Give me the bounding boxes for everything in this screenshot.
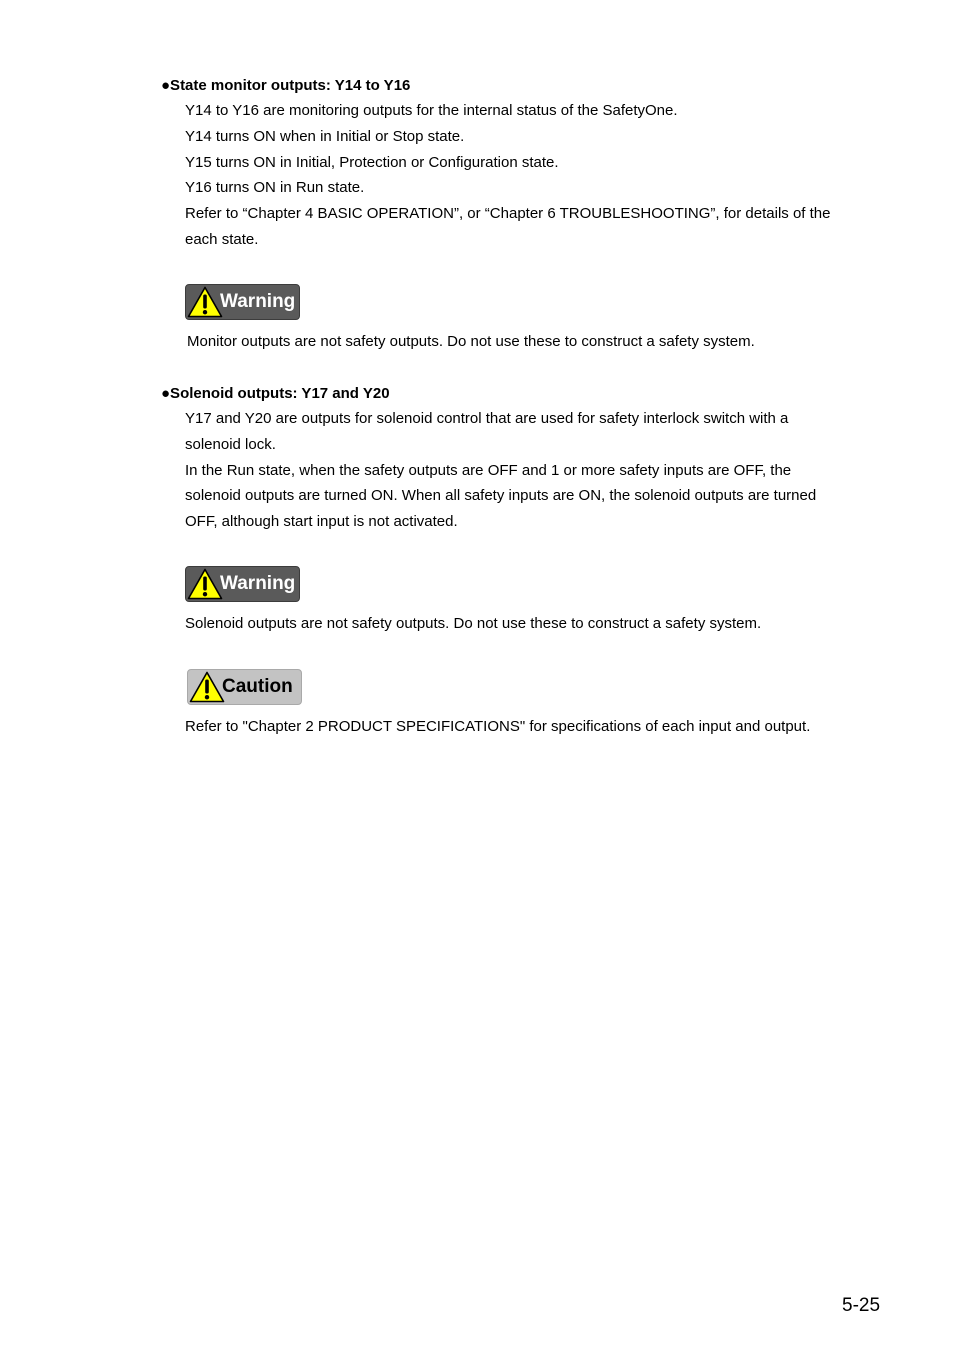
warning-badge-label: Warning — [220, 573, 296, 594]
warning-triangle-icon — [187, 568, 223, 600]
section-heading-state-monitor: ●State monitor outputs: Y14 to Y16 — [161, 77, 411, 94]
paragraph-line: Refer to “Chapter 4 BASIC OPERATION”, or “Chapter 6 TROUBLESHOOTING”, for details of the — [185, 205, 831, 223]
paragraph-line: solenoid lock. — [185, 435, 276, 453]
paragraph-line: Y14 to Y16 are monitoring outputs for the internal status of the SafetyOne. — [185, 102, 678, 119]
paragraph-line: each state. — [185, 230, 259, 248]
paragraph-line: solenoid outputs are turned ON. When all safety inputs are ON, the solenoid outputs are turned — [185, 487, 817, 505]
paragraph-line: Y15 turns ON in Initial, Protection or Configuration state. — [185, 153, 559, 171]
page-number: 5-25 — [842, 1295, 881, 1316]
warning-badge-label: Warning — [220, 291, 296, 312]
section-heading-solenoid: ●Solenoid outputs: Y17 and Y20 — [161, 385, 390, 402]
warning-text: Solenoid outputs are not safety outputs. Do not use these to construct a safety system. — [185, 615, 762, 632]
paragraph-line: Y17 and Y20 are outputs for solenoid control that are used for safety interlock switch with a — [185, 410, 789, 427]
paragraph-line: Y14 turns ON when in Initial or Stop state. — [185, 127, 465, 145]
solenoid-description — [185, 406, 885, 535]
warning-text: Monitor outputs are not safety outputs. Do not use these to construct a safety system. — [187, 333, 755, 350]
warning-triangle-icon — [187, 286, 223, 318]
caution-badge-label: Caution — [222, 676, 293, 697]
state-monitor-description — [185, 98, 885, 253]
warning-badge — [185, 566, 300, 602]
paragraph-line: Y16 turns ON in Run state. — [185, 179, 365, 197]
warning-badge — [185, 284, 300, 320]
paragraph-line: In the Run state, when the safety outputs are OFF and 1 or more safety inputs are OFF, the — [185, 461, 792, 479]
caution-triangle-icon — [189, 671, 225, 703]
caution-badge — [187, 669, 302, 705]
paragraph-line: OFF, although start input is not activated. — [185, 513, 458, 531]
caution-text: Refer to "Chapter 2 PRODUCT SPECIFICATIONS" for specifications of each input and output. — [185, 718, 811, 735]
